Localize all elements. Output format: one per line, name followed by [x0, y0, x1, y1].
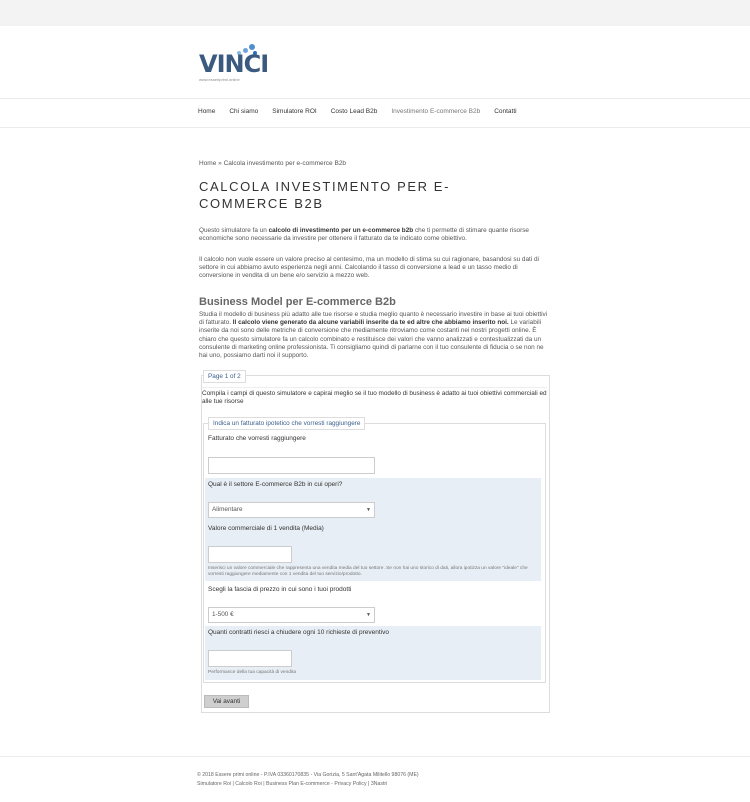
price-range-selected-value: 1-500 €: [212, 611, 234, 618]
nav-item-home[interactable]: Home: [198, 108, 216, 115]
sector-label: Qual è il settore E-commerce B2b in cui operi?: [208, 481, 343, 488]
section-paragraph: [199, 311, 549, 360]
page-indicator: Page 1 of 2: [203, 370, 246, 383]
revenue-label: Fatturato che vorresti raggiungere: [208, 435, 306, 442]
intro-paragraph: [199, 227, 549, 243]
intro-highlight: calcolo di investimento per un e-commerce b2b: [268, 227, 414, 234]
logo-tagline: www.esseriprimi.online: [199, 77, 240, 82]
breadcrumb: [199, 160, 346, 167]
contracts-hint: Performance della tua capacità di vendita: [208, 670, 296, 675]
intro-paragraph-2: Il calcolo non vuole essere un valore preciso al centesimo, ma un modello di stima su cui ragionare, basandosi su dati di settore in cui abbiamo avuto esperienza negli anni. Calcolando il tasso di conversione a lead e un tasso medio di conversione in vendita di un bene e/o servizio a mezzo web.: [199, 256, 539, 280]
next-button[interactable]: Vai avanti: [204, 695, 249, 708]
sector-select[interactable]: [208, 502, 375, 518]
logo-wordmark: VINCI: [199, 50, 269, 78]
chevron-down-icon: ▼: [366, 507, 371, 513]
breadcrumb-separator: »: [216, 160, 224, 167]
nav-divider: [0, 127, 750, 128]
intro-text: Questo simulatore fa un: [199, 227, 269, 234]
site-logo[interactable]: [199, 42, 269, 82]
section-heading: Business Model per E-commerce B2b: [199, 296, 396, 308]
nav-item-contatti[interactable]: Contatti: [494, 108, 517, 115]
breadcrumb-home[interactable]: Home: [199, 160, 217, 167]
main-nav: [191, 106, 524, 120]
contracts-input[interactable]: [208, 650, 292, 667]
nav-item-investimento[interactable]: Investimento E-commerce B2b: [391, 108, 481, 115]
sale-value-input[interactable]: [208, 546, 292, 563]
price-range-label: Scegli la fascia di prezzo in cui sono i tuoi prodotti: [208, 586, 352, 593]
chevron-down-icon: ▼: [366, 612, 371, 618]
sector-selected-value: Alimentare: [212, 506, 243, 513]
nav-item-costo-lead[interactable]: Costo Lead B2b: [330, 108, 378, 115]
sale-value-hint: Inserisci un valore commerciale che rappresenta una vendita media del tuo settore. Se non hai uno storico di dati, allora ipotizza un valore "ideale" che vorresti raggiungere mediamente con 1 vendita del tuo servizio/prodotto.: [208, 566, 528, 578]
fieldset-legend: Indica un fatturato ipotetico che vorresti raggiungere: [208, 417, 365, 430]
form-intro: Compila i campi di questo simulatore e capirai meglio se il tuo modello di business è adatto ai tuoi obiettivi commerciali ed alle tue risorse: [202, 387, 547, 406]
top-bar: [0, 0, 750, 26]
contracts-label: Quanti contratti riesci a chiudere ogni 10 richieste di preventivo: [208, 629, 390, 636]
header-divider: [0, 98, 750, 99]
price-range-select[interactable]: [208, 607, 375, 623]
page-title: CALCOLA INVESTIMENTO PER E-COMMERCE B2B: [199, 179, 451, 211]
nav-item-chi-siamo[interactable]: Chi siamo: [229, 108, 259, 115]
section-highlight: Il calcolo viene generato da alcune variabili inserite da te ed altre che abbiamo inserito noi.: [232, 319, 509, 327]
breadcrumb-current: Calcola investimento per e-commerce B2b: [223, 160, 347, 167]
footer-copyright: © 2018 Essere primi online - P.IVA 03360170835 - Via Gorizia, 5 Sant'Agata Militello 98076 (ME): [197, 772, 419, 778]
nav-item-simulatore-roi[interactable]: Simulatore ROI: [272, 108, 317, 115]
footer-divider: [0, 756, 750, 757]
section-text: Le variabili inserite da noi sono delle metriche di conversione che mediamente ritroviamo come costanti nei nostri progetti online. È chiaro che questo simulatore fa un calcolo combinato e restituisce dei valori che vanno analizzati e contestualizzati da un consulente di marketing online professionista. Ti consigliamo quindi di parlarne con il tuo consulente di fiducia o se non ne hai uno, possiamo darti noi il supporto.: [199, 319, 544, 360]
section-text: Studia il modello di business più adatto alle tue risorse e studia meglio quanto è necessario investire in base ai tuoi obiettivi di fatturato.: [199, 311, 548, 327]
revenue-input[interactable]: [208, 457, 375, 474]
intro-text: che ti permette di stimare quante risorse economiche sono necessarie da investire per ottenere il fatturato da te indicato come obiettivo.: [199, 227, 529, 243]
footer-links[interactable]: Simulatore Roi | Calcolo Roi | Business Plan E-commerce - Privacy Policy | 3Nastri: [197, 781, 388, 787]
sale-value-label: Valore commerciale di 1 vendita (Media): [208, 525, 324, 532]
